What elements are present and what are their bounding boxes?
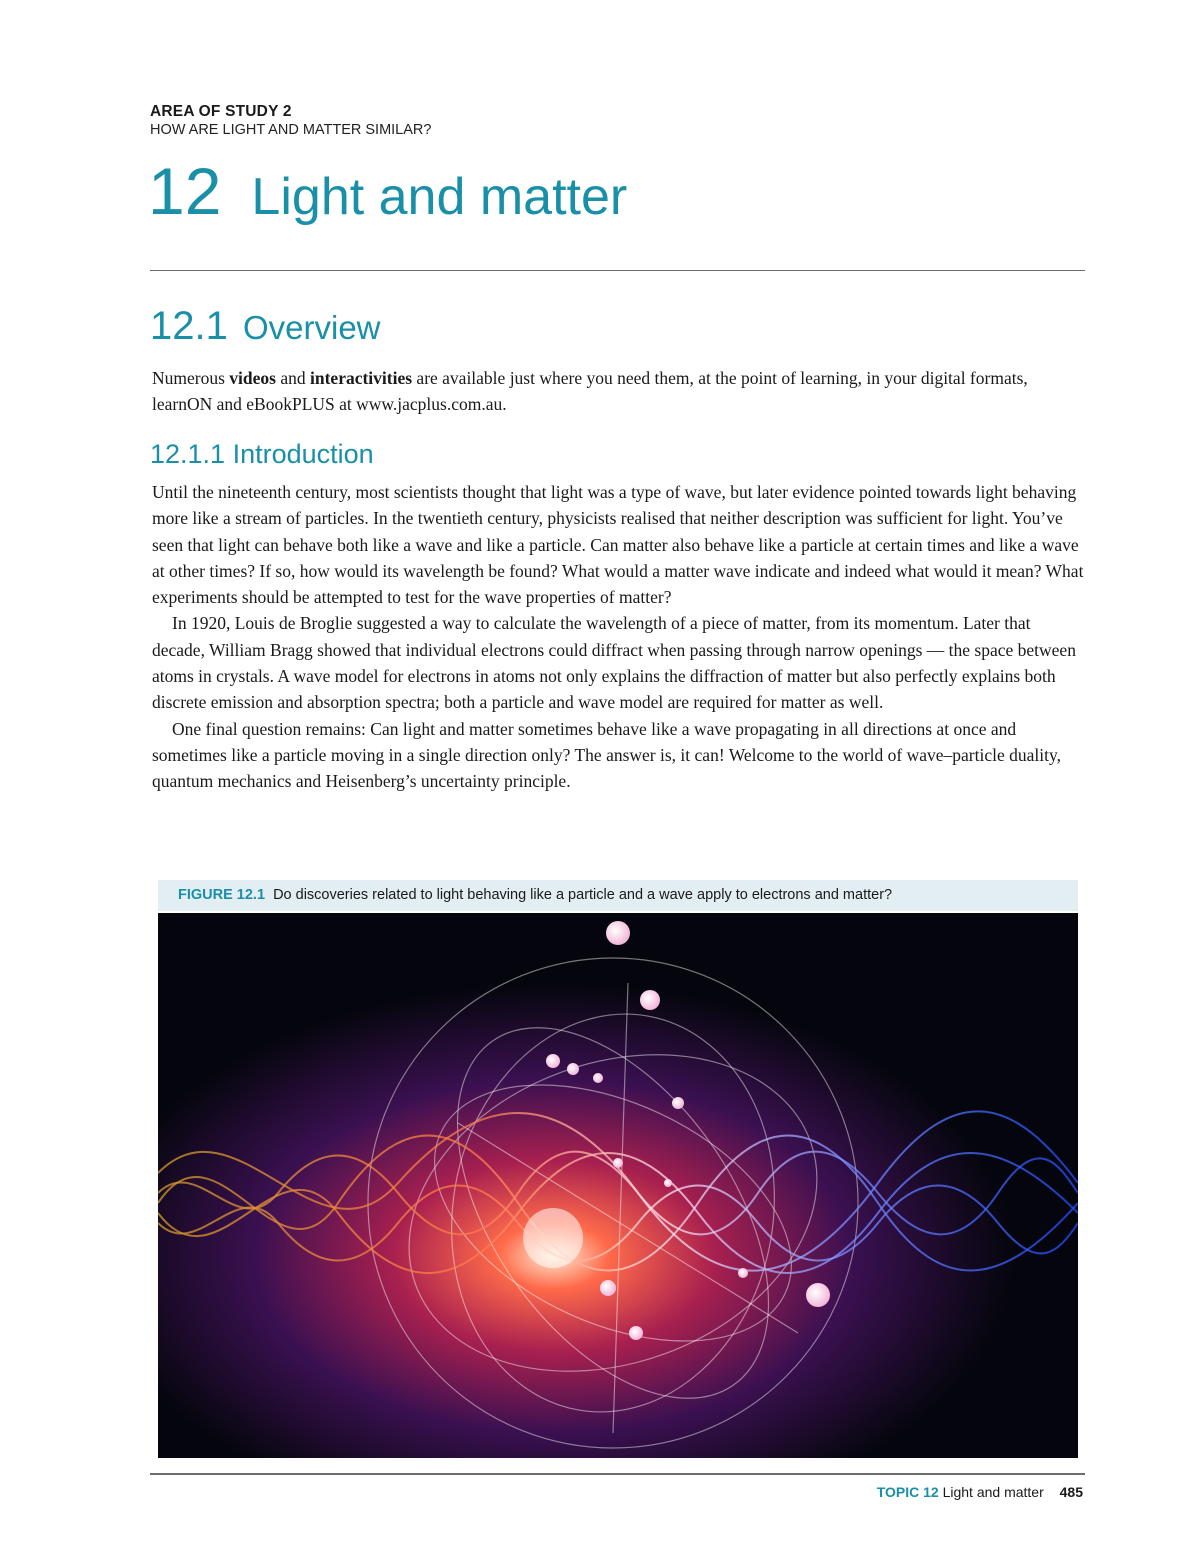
chapter-divider xyxy=(150,270,1085,271)
overview-bold-interactivities: interactivities xyxy=(310,368,413,388)
section-number: 12.1 xyxy=(150,304,228,348)
overview-bold-videos: videos xyxy=(229,368,276,388)
page-footer xyxy=(877,1484,1083,1500)
chapter-number: 12 xyxy=(148,154,222,228)
intro-paragraph-2: In 1920, Louis de Broglie suggested a way to calculate the wavelength of a piece of matter, from its momentum. Later that decade, William Bragg showed that individual electrons could diffract when passing through narrow openings — the space between atoms in crystals. A wave model for electrons in atoms not only explains the diffraction of matter but also perfectly explains both discrete emission and absorption spectra; both a particle and wave model are required for matter as well. xyxy=(152,613,1076,713)
overview-text-3: are available just where you need them, at the point of learning, in your digital formats, learnON and eBookPLUS at www.jacplus.com.au. xyxy=(152,368,1028,414)
figure-12-1 xyxy=(158,880,1078,1458)
subsection-heading: 12.1.1 Introduction xyxy=(150,439,374,469)
area-of-study-subtitle: HOW ARE LIGHT AND MATTER SIMILAR? xyxy=(150,122,432,138)
overview-paragraph xyxy=(152,366,1082,417)
page-number: 485 xyxy=(1059,1484,1083,1500)
footer-topic-label: TOPIC 12 xyxy=(876,1484,939,1500)
figure-caption-text: Do discoveries related to light behaving like a particle and a wave apply to electrons and matter? xyxy=(273,887,893,903)
area-of-study-label: AREA OF STUDY 2 xyxy=(150,103,292,120)
figure-label: FIGURE 12.1 xyxy=(178,887,266,903)
section-title: Overview xyxy=(242,309,381,346)
section-heading xyxy=(150,306,381,346)
figure-caption xyxy=(158,880,1078,911)
wave-particle-illustration xyxy=(158,913,1078,1458)
footer-divider xyxy=(150,1473,1085,1475)
footer-topic-title: Light and matter xyxy=(942,1484,1044,1500)
intro-paragraph-1: Until the nineteenth century, most scientists thought that light was a type of wave, but later evidence pointed towards light behaving more like a stream of particles. In the twentieth century, physicists realised that neither description was sufficient for light. You’ve seen that light can behave both like a wave and like a particle. Can matter also behave like a particle at certain times and like a wave at other times? If so, how would its wavelength be found? What would a matter wave indicate and indeed what would it mean? What experiments should be attempted to test for the wave properties of matter? xyxy=(152,482,1084,608)
intro-paragraph-3: One final question remains: Can light and matter sometimes behave like a wave propagating in all directions at once and sometimes like a particle moving in a single direction only? The answer is, it can! Welcome to the world of wave–particle duality, quantum mechanics and Heisenberg’s uncertainty principle. xyxy=(152,718,1061,792)
introduction-body xyxy=(152,479,1087,795)
chapter-heading xyxy=(148,154,628,228)
overview-text-1: Numerous xyxy=(152,368,230,388)
overview-text-2: and xyxy=(275,368,310,388)
chapter-title: Light and matter xyxy=(251,168,628,226)
